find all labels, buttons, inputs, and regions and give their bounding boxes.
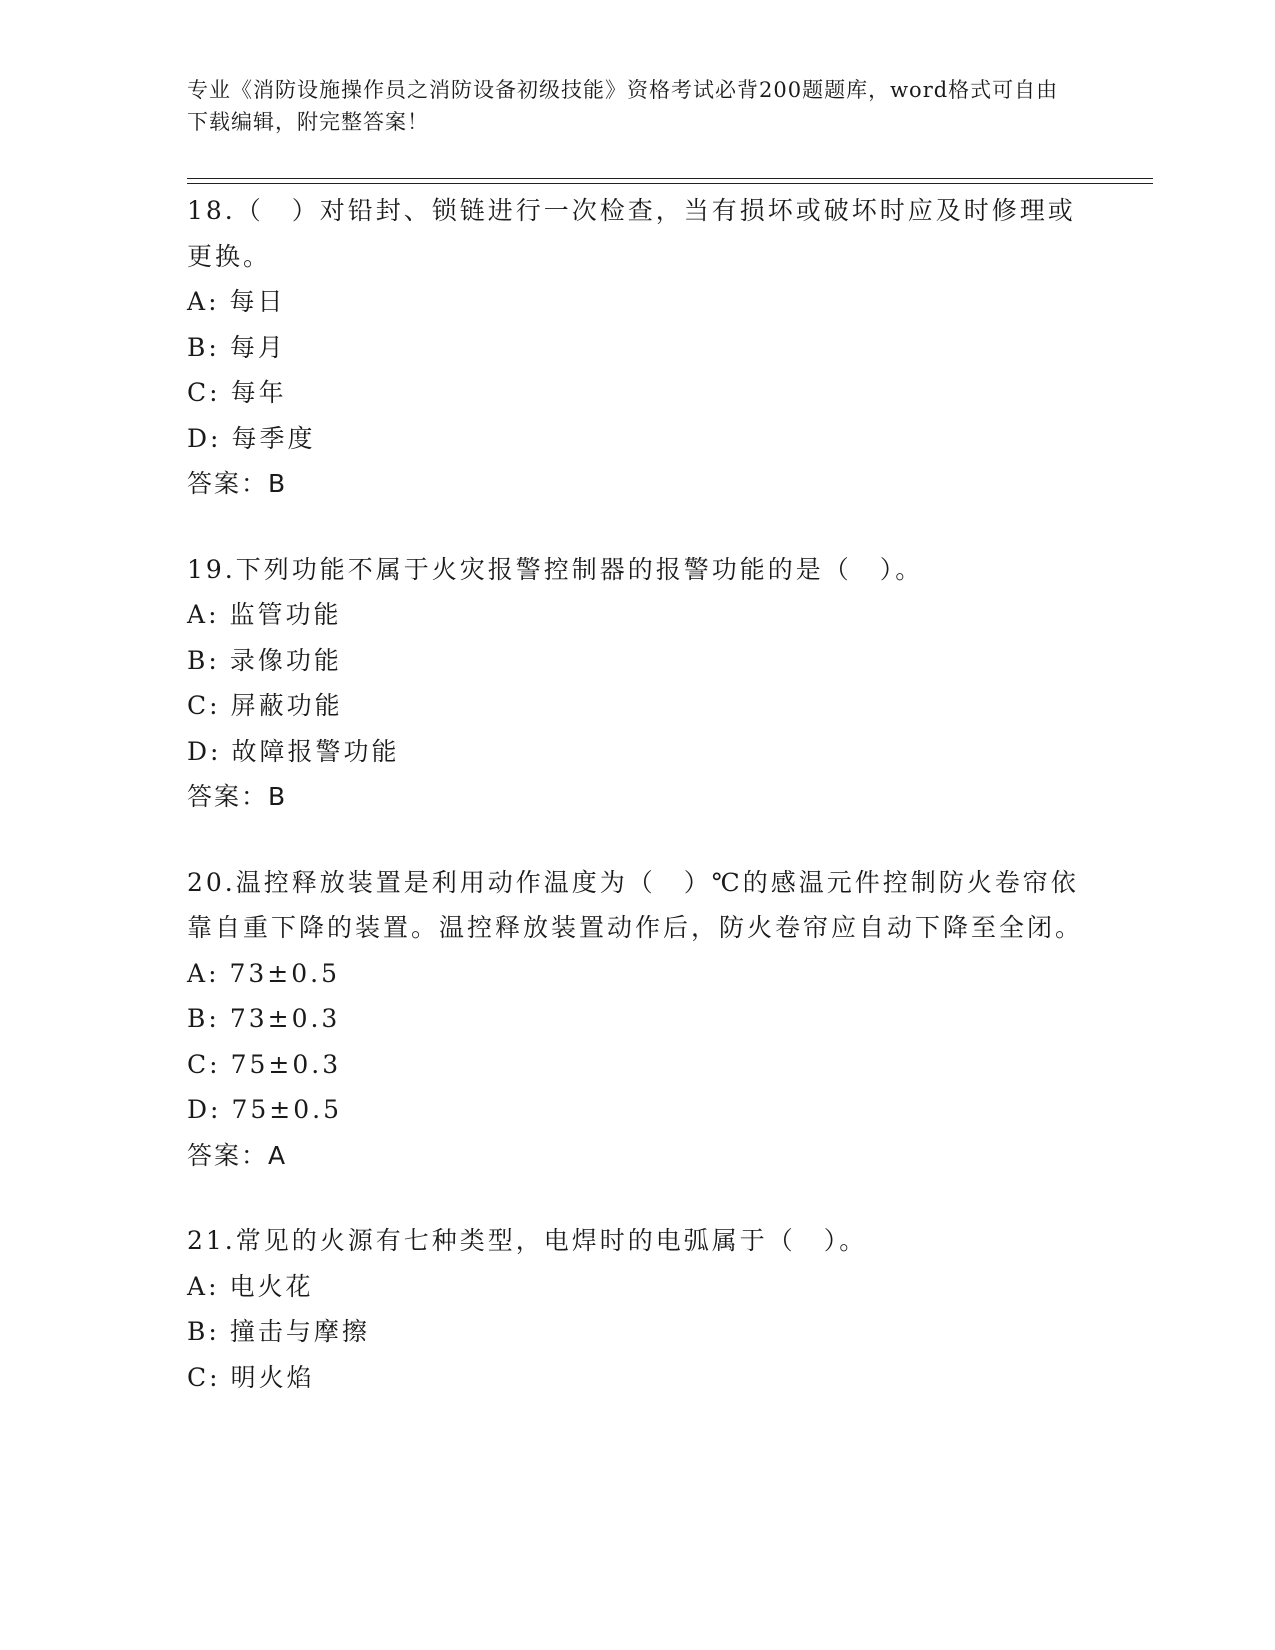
question-list — [187, 188, 1087, 1440]
option-a: A: 监管功能 — [187, 600, 342, 629]
question-18 — [187, 188, 1087, 507]
question-21 — [187, 1218, 1087, 1400]
option-a: A: 每日 — [187, 287, 286, 316]
question-stem: 21.常见的火源有七种类型，电焊时的电弧属于（ ）。 — [187, 1226, 868, 1255]
option-c: C: 每年 — [187, 378, 287, 407]
document-header: 专业《消防设施操作员之消防设备初级技能》资格考试必背200题题库，word格式可自由下载编辑，附完整答案！ — [187, 78, 1059, 134]
option-d: D: 故障报警功能 — [187, 736, 400, 766]
option-d: D: 每季度 — [187, 423, 316, 453]
option-a: A: 电火花 — [187, 1271, 314, 1301]
option-c: C: 75±0.3 — [187, 1049, 342, 1079]
header-rule-top — [187, 178, 1153, 179]
question-stem: 18.（ ）对铅封、锁链进行一次检查，当有损坏或破坏时应及时修理或更换。 — [187, 196, 1076, 271]
answer: 答案：B — [187, 469, 288, 498]
answer: 答案：B — [187, 782, 288, 811]
header-rule-bottom — [187, 183, 1153, 184]
option-c: C: 屏蔽功能 — [187, 691, 343, 720]
question-19 — [187, 547, 1087, 820]
option-b: B: 撞击与摩擦 — [187, 1317, 370, 1346]
option-b: B: 每月 — [187, 332, 286, 362]
answer: 答案：A — [187, 1140, 288, 1170]
option-d: D: 75±0.5 — [187, 1095, 343, 1124]
option-b: B: 录像功能 — [187, 645, 342, 675]
question-stem: 19.下列功能不属于火灾报警控制器的报警功能的是（ ）。 — [187, 554, 924, 584]
option-a: A: 73±0.5 — [187, 958, 341, 988]
question-stem: 20.温控释放装置是利用动作温度为（ ）℃的感温元件控制防火卷帘依靠自重下降的装置。温控释放装置动作后，防火卷帘应自动下降至全闭。 — [187, 867, 1084, 942]
question-20 — [187, 860, 1087, 1179]
option-b: B: 73±0.3 — [187, 1004, 341, 1033]
option-c: C: 明火焰 — [187, 1362, 315, 1392]
